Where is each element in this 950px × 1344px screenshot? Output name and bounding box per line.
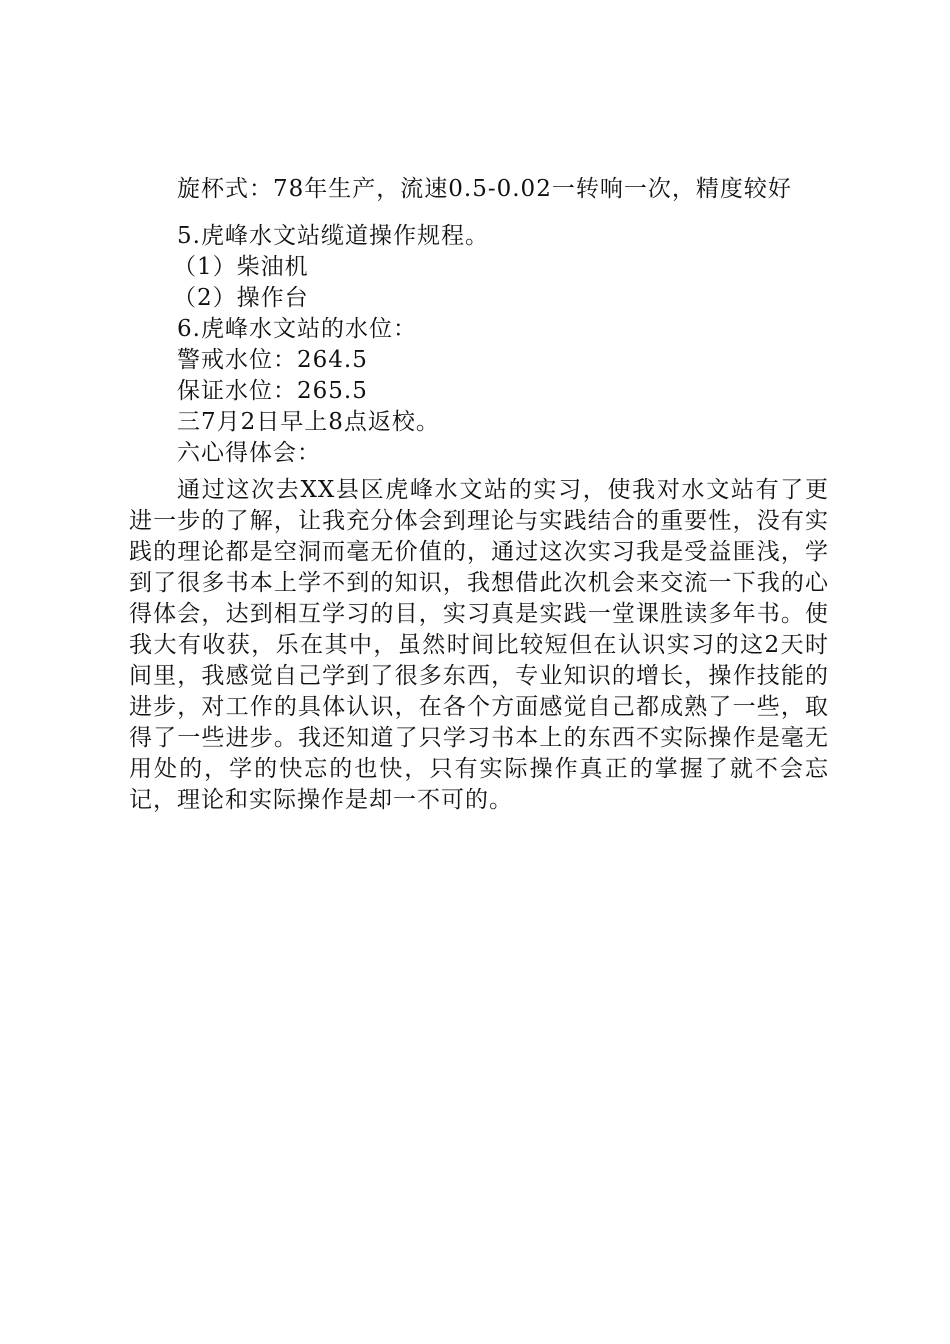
text-return-date: 三7月2日早上8点返校。	[177, 409, 440, 435]
list-item-console: （2）操作台	[173, 285, 309, 311]
heading-cableway-rules: 5.虎峰水文站缆道操作规程。	[177, 223, 489, 249]
heading-reflections: 六心得体会：	[177, 440, 321, 466]
heading-water-level: 6.虎峰水文站的水位：	[177, 316, 417, 342]
text-line-cup-meter: 旋杯式：78年生产，流速0.5-0.02一转响一次，精度较好	[177, 176, 792, 202]
reflection-paragraph: 通过这次去XX县区虎峰水文站的实习，使我对水文站有了更进一步的了解，让我充分体会到理论与实践结合的重要性，没有实践的理论都是空洞而毫无价值的，通过这次实习我是受益匪浅，学到了很多书本上学不到的知识，我想借此次机会来交流一下我的心得体会，达到相互学习的目，实习真是实践一堂课胜读多年书。使我大有收获，乐在其中，虽然时间比较短但在认识实习的这2天时间里，我感觉自己学到了很多东西，专业知识的增长，操作技能的进步，对工作的具体认识，在各个方面感觉自己都成熟了一些，取得了一些进步。我还知道了只学习书本上的东西不实际操作是毫无用处的，学的快忘的也快，只有实际操作真正的掌握了就不会忘记，理论和实际操作是却一不可的。	[129, 477, 829, 813]
text-guarantee-level: 保证水位：265.5	[177, 378, 368, 404]
document-body	[129, 174, 829, 816]
text-warning-level: 警戒水位：264.5	[177, 347, 368, 373]
list-item-diesel-engine: （1）柴油机	[173, 254, 309, 280]
